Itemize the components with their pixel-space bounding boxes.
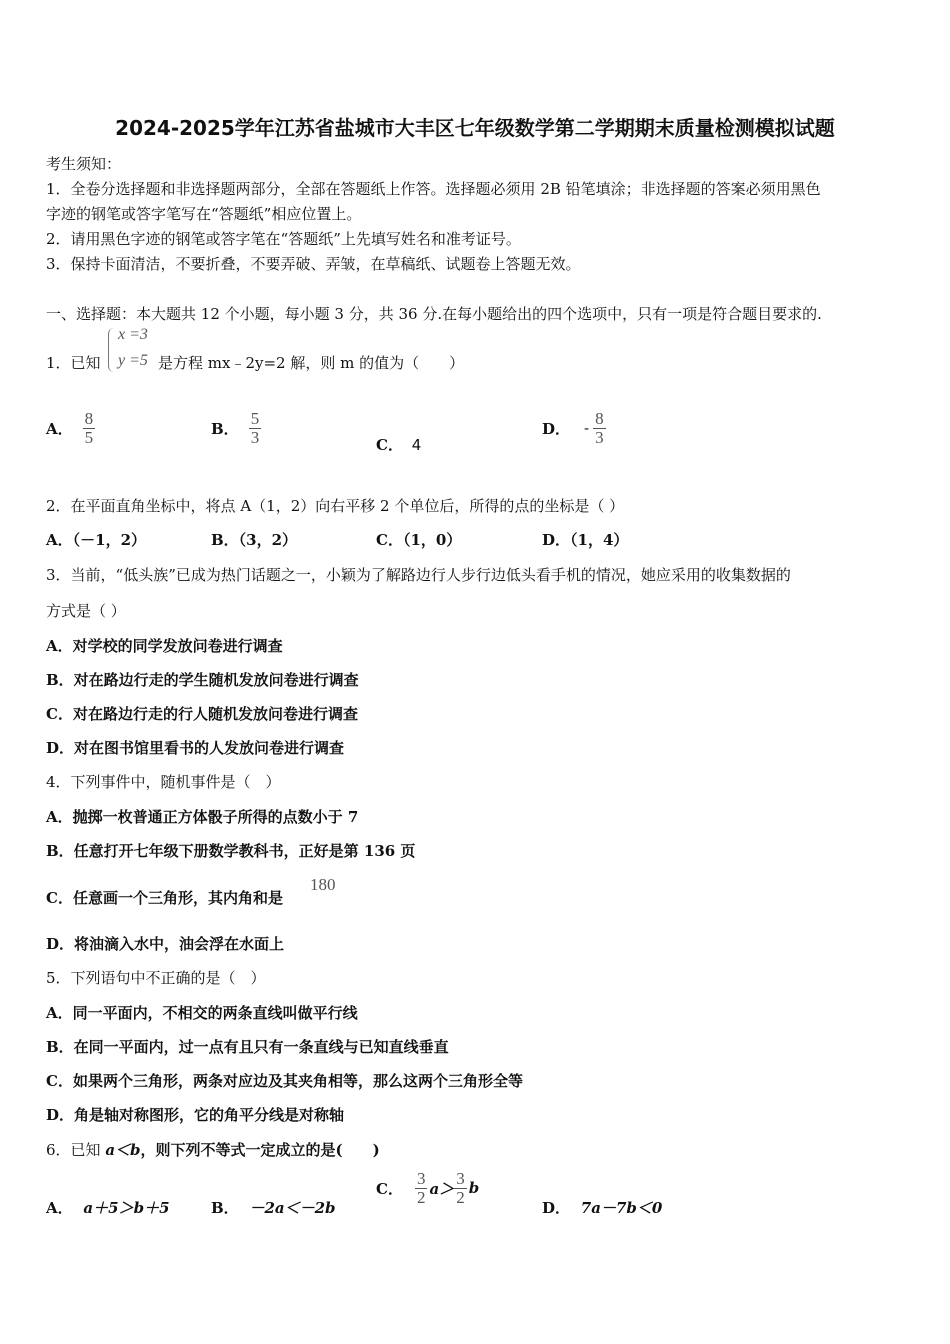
option-label: C． <box>376 436 403 454</box>
q3-stem-line-2: 方式是（ ） <box>46 602 126 620</box>
numerator: 3 <box>456 1169 465 1188</box>
q1-option-b[interactable] <box>211 410 261 447</box>
q4-option-c[interactable] <box>46 887 283 908</box>
denominator: 3 <box>250 427 260 447</box>
option-end: b <box>468 1179 480 1198</box>
option-value: 7a－7b＜0 <box>580 1199 663 1217</box>
denominator: 2 <box>456 1187 465 1207</box>
q6-stem-prefix: 6．已知 <box>46 1141 106 1159</box>
page-title: 2024-2025学年江苏省盐城市大丰区七年级数学第二学期期末质量检测模拟试题 <box>115 116 835 140</box>
option-label: C． <box>376 1179 403 1198</box>
notice-item-1-line-2: 字迹的钢笔或答字笔写在“答题纸”相应位置上。 <box>46 205 362 223</box>
q1-option-c[interactable] <box>376 434 421 455</box>
q2-stem: 2．在平面直角坐标中，将点 A（1，2）向右平移 2 个单位后，所得的点的坐标是（ ） <box>46 497 625 515</box>
q1-sys-line-2: y =5 <box>118 352 148 369</box>
brace-icon <box>108 328 115 372</box>
q1-stem: 是方程 mx﹣2y=2 解，则 m 的值为（ ） <box>158 354 465 372</box>
q2-option-a[interactable]: A．（－1，2） <box>46 531 147 549</box>
q5-option-c[interactable]: C．如果两个三角形，两条对应边及其夹角相等，那么这两个三角形全等 <box>46 1072 523 1090</box>
q4-option-d[interactable]: D．将油滴入水中，油会浮在水面上 <box>46 935 285 953</box>
fraction <box>415 1170 428 1207</box>
q3-option-c[interactable]: C．对在路边行走的行人随机发放问卷进行调查 <box>46 705 358 723</box>
q5-stem: 5．下列语句中不正确的是（ ） <box>46 969 266 987</box>
q4-stem: 4．下列事件中，随机事件是（ ） <box>46 773 281 791</box>
q6-stem-suffix: ，则下列不等式一定成立的是( ) <box>140 1141 380 1159</box>
fraction <box>454 1170 467 1207</box>
q5-option-a[interactable]: A．同一平面内，不相交的两条直线叫做平行线 <box>46 1004 358 1022</box>
q3-option-d[interactable]: D．对在图书馆里看书的人发放问卷进行调查 <box>46 739 345 757</box>
q6-stem-math: a＜b <box>105 1141 141 1159</box>
q4-option-a[interactable]: A．抛掷一枚普通正方体骰子所得的点数小于 7 <box>46 808 359 826</box>
q1-number: 1．已知 <box>46 354 101 372</box>
fraction <box>249 410 262 447</box>
q1-sys-line-1: x =3 <box>118 326 148 343</box>
q1-option-a[interactable] <box>46 410 95 447</box>
option-text: C．任意画一个三角形，其内角和是 <box>46 889 283 907</box>
option-label: A． <box>46 419 73 438</box>
notice-item-3: 3．保持卡面清洁，不要折叠，不要弄破、弄皱，在草稿纸、试题卷上答题无效。 <box>46 255 581 273</box>
option-value: 4 <box>411 436 422 454</box>
denominator: 3 <box>595 427 604 447</box>
q5-option-d[interactable]: D．角是轴对称图形，它的角平分线是对称轴 <box>46 1106 345 1124</box>
notice-item-2: 2．请用黑色字迹的钢笔或答字笔在“答题纸”上先填写姓名和准考证号。 <box>46 230 521 248</box>
q4-option-b[interactable]: B．任意打开七年级下册数学教科书，正好是第 136 页 <box>46 842 416 860</box>
notice-item-1-line-1: 1．全卷分选择题和非选择题两部分，全部在答题纸上作答。选择题必须用 2B 铅笔填涂；非选择题的答案必须用黑色 <box>46 180 821 198</box>
q1-equation-system <box>108 326 158 376</box>
q3-stem-line-1: 3．当前，“低头族”已成为热门话题之一，小颖为了解路边行人步行边低头看手机的情况，她应采用的收集数据的 <box>46 566 791 584</box>
minus-sign: - <box>584 419 590 438</box>
q4-option-c-value: 180 <box>310 875 336 894</box>
q6-stem <box>46 1139 380 1160</box>
numerator: 8 <box>84 409 94 428</box>
denominator: 5 <box>84 427 94 447</box>
q6-option-b[interactable] <box>211 1197 336 1218</box>
option-label: D． <box>542 419 571 438</box>
q6-option-a[interactable] <box>46 1197 170 1218</box>
q1-option-d[interactable] <box>542 410 606 447</box>
option-value: －2a＜－2b <box>249 1199 336 1217</box>
q5-option-b[interactable]: B．在同一平面内，过一点有且只有一条直线与已知直线垂直 <box>46 1038 449 1056</box>
numerator: 8 <box>595 409 604 428</box>
option-label: B． <box>211 1199 239 1217</box>
option-middle: a＞ <box>429 1179 455 1198</box>
q3-option-a[interactable]: A．对学校的同学发放问卷进行调查 <box>46 637 283 655</box>
numerator: 3 <box>416 1169 426 1188</box>
q2-option-c[interactable]: C．（1，0） <box>376 531 462 549</box>
option-value: a＋5＞b＋5 <box>83 1199 170 1217</box>
option-label: B． <box>211 419 239 438</box>
numerator: 5 <box>250 409 260 428</box>
q2-option-b[interactable]: B．（3，2） <box>211 531 298 549</box>
q2-option-d[interactable]: D．（1，4） <box>542 531 629 549</box>
option-label: D． <box>542 1199 571 1217</box>
denominator: 2 <box>416 1187 426 1207</box>
section-heading: 一、选择题：本大题共 12 个小题，每小题 3 分，共 36 分.在每小题给出的四个选项中，只有一项是符合题目要求的. <box>46 305 822 323</box>
fraction <box>83 410 96 447</box>
option-label: A． <box>46 1199 73 1217</box>
q6-option-d[interactable] <box>542 1197 662 1218</box>
fraction <box>593 410 606 447</box>
q6-option-c[interactable] <box>376 1170 479 1207</box>
notice-heading: 考生须知： <box>46 155 122 173</box>
q3-option-b[interactable]: B．对在路边行走的学生随机发放问卷进行调查 <box>46 671 359 689</box>
